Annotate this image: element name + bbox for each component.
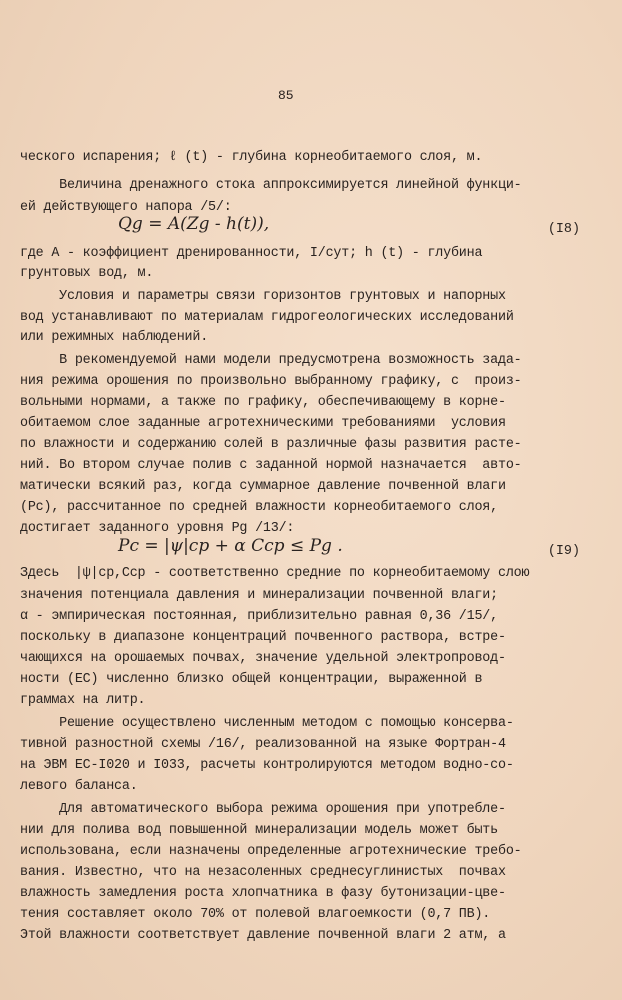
text-line: поскольку в диапазоне концентраций почвенного раствора, встре- [20, 630, 506, 645]
text-line: Условия и параметры связи горизонтов грунтовых и напорных [20, 289, 506, 304]
text-line: по влажности и содержанию солей в различные фазы развития расте- [20, 437, 522, 452]
text-line: использована, если назначены определенные агротехнические требо- [20, 844, 522, 859]
text-line: грунтовых вод, м. [20, 266, 154, 281]
equation-number-18: (I8) [547, 222, 580, 237]
text-line: Здесь |ψ|ср,Cср - соответственно средние по корнеобитаемому слою [20, 566, 530, 581]
text-line: чающихся на орошаемых почвах, значение удельной электропровод- [20, 651, 506, 666]
text-line: или режимных наблюдений. [20, 330, 209, 345]
text-line: достигает заданного уровня Pg /13/: [20, 521, 295, 536]
text-line: на ЭВМ ЕС-I020 и I033, расчеты контролируются методом водно-со- [20, 758, 514, 773]
text-line: ческого испарения; ℓ (t) - глубина корнеобитаемого слоя, м. [20, 150, 483, 165]
text-line: где А - коэффициент дренированности, I/сут; h (t) - глубина [20, 246, 483, 261]
text-line: Для автоматического выбора режима орошения при употребле- [20, 802, 506, 817]
text-line: ния режима орошения по произвольно выбранному графику, с произ- [20, 374, 522, 389]
text-line: ности (ЕС) численно близко общей концентрации, выраженной в [20, 672, 483, 687]
formula-18: Qg = A(Zg - h(t)), [118, 214, 270, 234]
text-line: тивной разностной схемы /16/, реализованной на языке Фортран-4 [20, 737, 506, 752]
text-line: Этой влажности соответствует давление почвенной влаги 2 атм, а [20, 928, 506, 943]
page-number: 85 [278, 88, 294, 103]
text-line: В рекомендуемой нами модели предусмотрена возможность зада- [20, 353, 522, 368]
text-line: значения потенциала давления и минерализации почвенной влаги; [20, 588, 498, 603]
text-line: α - эмпирическая постоянная, приблизительно равная 0,36 /15/, [20, 609, 498, 624]
text-line: левого баланса. [20, 779, 138, 794]
text-line: нии для полива вод повышенной минерализации модель может быть [20, 823, 498, 838]
text-line: вания. Известно, что на незасоленных среднесуглинистых почвах [20, 865, 506, 880]
text-line: обитаемом слое заданные агротехническими требованиями условия [20, 416, 506, 431]
formula-19: Pс = |ψ|ср + α Cср ≤ Pg . [118, 536, 343, 556]
text-line: тения составляет около 70% от полевой влагоемкости (0,7 ПВ). [20, 907, 491, 922]
text-line: матически всякий раз, когда суммарное давление почвенной влаги [20, 479, 506, 494]
text-line: Решение осуществлено численным методом с помощью консерва- [20, 716, 514, 731]
text-line: вод устанавливают по материалам гидрогеологических исследований [20, 310, 514, 325]
equation-number-19: (I9) [547, 544, 580, 559]
text-line: вольными нормами, а также по графику, обеспечивающему в корне- [20, 395, 506, 410]
text-line: ний. Во втором случае полив с заданной нормой назначается авто- [20, 458, 522, 473]
text-line: влажность замедления роста хлопчатника в фазу бутонизации-цве- [20, 886, 506, 901]
text-line: ей действующего напора /5/: [20, 200, 232, 215]
text-line: Величина дренажного стока аппроксимируется линейной функци- [20, 178, 522, 193]
text-line: (Pс), рассчитанное по средней влажности корнеобитаемого слоя, [20, 500, 498, 515]
text-line: граммах на литр. [20, 693, 146, 708]
